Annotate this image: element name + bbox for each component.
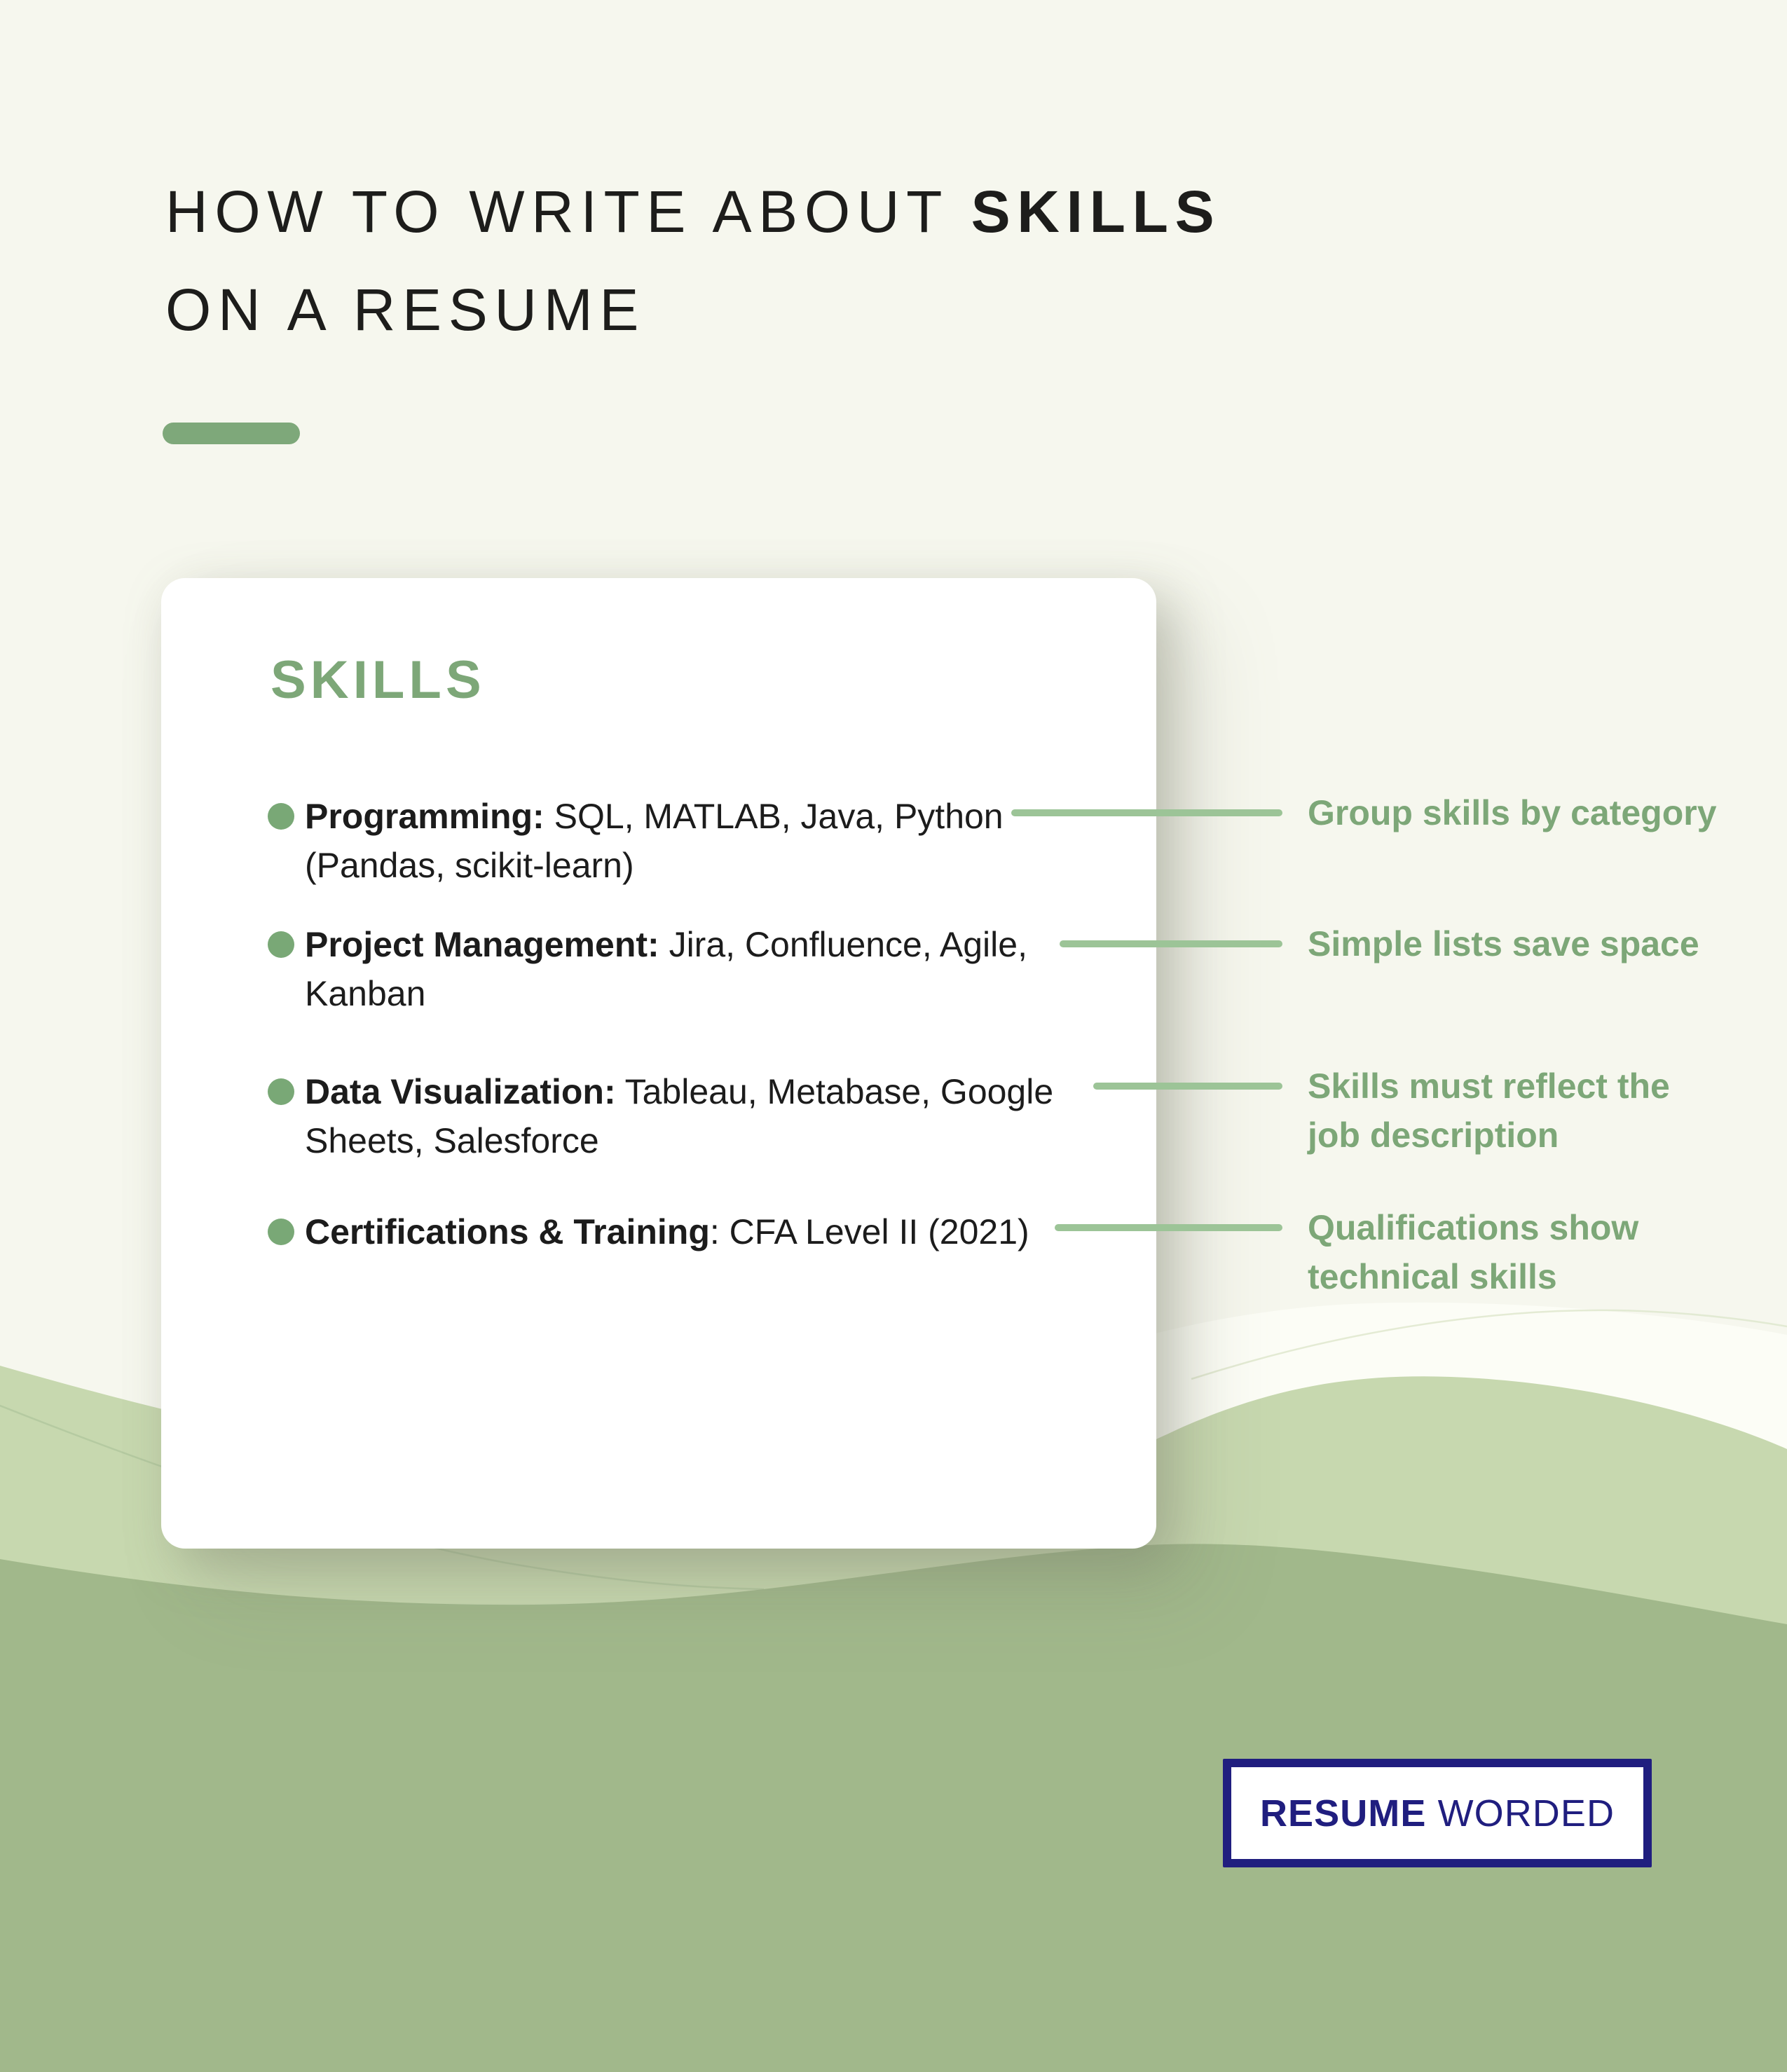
skill-item-label: Certifications & Training xyxy=(305,1212,710,1251)
skill-item-label: Data Visualization: xyxy=(305,1072,616,1111)
connector-line-4 xyxy=(1055,1224,1282,1231)
connector-line-2 xyxy=(1060,940,1282,947)
page-title xyxy=(165,163,1221,359)
annotation-line: technical skills xyxy=(1308,1257,1557,1296)
accent-dash xyxy=(163,423,300,444)
skill-item-value-line2: Sheets, Salesforce xyxy=(305,1121,599,1160)
bullet-dot xyxy=(268,931,294,958)
bullet-dot xyxy=(268,803,294,830)
skill-item-value-line2: Kanban xyxy=(305,974,426,1013)
skill-item-certifications xyxy=(305,1207,1118,1256)
page-title-line2: ON A RESUME xyxy=(165,277,646,343)
annotation-line: Skills must reflect the xyxy=(1308,1066,1670,1106)
skills-section-heading: SKILLS xyxy=(271,650,486,710)
page-title-line1-regular: HOW TO WRITE ABOUT xyxy=(165,179,971,245)
skill-item-label: Programming: xyxy=(305,797,545,836)
connector-line-1 xyxy=(1011,809,1282,816)
skill-item-value: : CFA Level II (2021) xyxy=(709,1212,1029,1251)
skill-item-value: Jira, Confluence, Agile, xyxy=(659,925,1027,964)
connector-line-3 xyxy=(1093,1083,1282,1090)
page-title-line1 xyxy=(165,163,1221,261)
resume-skills-card xyxy=(161,578,1156,1549)
page-title-line1-bold: SKILLS xyxy=(971,179,1221,245)
bullet-dot xyxy=(268,1078,294,1105)
skill-item-value: SQL, MATLAB, Java, Python xyxy=(544,797,1004,836)
annotation-line: Qualifications show xyxy=(1308,1208,1639,1247)
bullet-dot xyxy=(268,1219,294,1245)
annotation-reflect-job xyxy=(1308,1062,1756,1160)
skill-item-data-visualization xyxy=(305,1067,1118,1165)
skill-item-label: Project Management: xyxy=(305,925,659,964)
logo-word-resume: RESUME xyxy=(1259,1792,1427,1834)
skill-item-programming xyxy=(305,792,1118,890)
skill-item-value-line2: (Pandas, scikit-learn) xyxy=(305,846,634,885)
resume-worded-logo xyxy=(1223,1759,1652,1867)
annotation-simple-lists: Simple lists save space xyxy=(1308,924,1699,963)
annotation-qualifications xyxy=(1308,1203,1756,1301)
resume-worded-logo-text xyxy=(1260,1792,1615,1835)
annotation-group-skills: Group skills by category xyxy=(1308,793,1717,832)
skill-item-value: Tableau, Metabase, Google xyxy=(615,1072,1054,1111)
skill-item-project-management xyxy=(305,920,1118,1018)
annotation-line: job description xyxy=(1308,1116,1559,1155)
logo-word-worded: WORDED xyxy=(1437,1792,1615,1834)
